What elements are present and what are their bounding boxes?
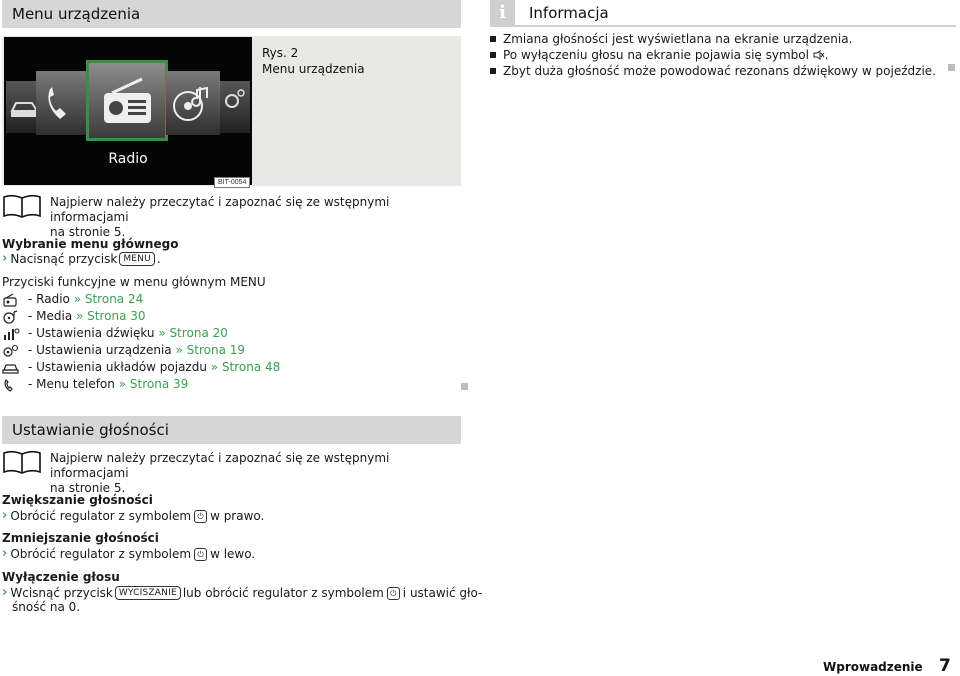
screen-label: Radio <box>108 151 148 167</box>
increase-volume-step: › Obrócić regulator z symbolem ⏻ w prawo. <box>2 508 265 523</box>
list-item: - Ustawienia urządzenia » Strona 19 <box>2 342 280 359</box>
list-item: - Menu telefon » Strona 39 <box>2 376 280 393</box>
volume-knob-icon: ⏻ <box>387 587 400 600</box>
page-link[interactable]: » Strona 48 <box>210 360 281 374</box>
read-first-note: Najpierw należy przeczytać i zapoznać się ze wstępnymi informacjami na stronie 5. <box>2 193 462 240</box>
page-link[interactable]: » Strona 19 <box>175 343 246 357</box>
mute-step-continued: śność na 0. <box>12 600 81 614</box>
section-title-volume: Ustawianie głośności <box>2 416 461 444</box>
list-item: - Radio » Strona 24 <box>2 291 280 308</box>
chevron-right-icon: › <box>2 585 8 600</box>
page-link[interactable]: » Strona 30 <box>76 309 146 323</box>
section-end-marker <box>461 383 468 390</box>
function-buttons-list <box>2 291 280 393</box>
phone-tile[interactable] <box>36 71 88 135</box>
media-tile[interactable] <box>166 71 220 135</box>
volume-knob-icon: ⏻ <box>194 548 207 561</box>
section-title-device-menu: Menu urządzenia <box>2 0 461 28</box>
menu-key: MENU <box>119 252 155 266</box>
chevron-right-icon: › <box>2 251 8 266</box>
radio-icon <box>2 293 20 307</box>
mute-heading: Wyłączenie głosu <box>2 570 120 584</box>
info-box <box>490 0 956 79</box>
page-link[interactable]: » Strona 24 <box>73 292 144 306</box>
info-header <box>490 0 956 27</box>
car-icon <box>2 361 20 375</box>
sound-settings-icon <box>2 327 20 341</box>
phone-icon <box>2 378 20 392</box>
page-link[interactable]: » Strona 20 <box>158 326 228 340</box>
settings-tile[interactable] <box>218 81 250 133</box>
book-icon <box>2 193 42 219</box>
chevron-right-icon: › <box>2 546 8 561</box>
main-menu-step: › Nacisnąć przycisk MENU . <box>2 251 161 266</box>
list-item: - Ustawienia dźwięku » Strona 20 <box>2 325 280 342</box>
list-item: Zmiana głośności jest wyświetlana na ekranie urządzenia. <box>490 31 956 47</box>
radio-tile-selected[interactable] <box>86 60 168 141</box>
book-icon <box>2 449 42 475</box>
chevron-right-icon: › <box>2 508 8 523</box>
page-link[interactable]: » Strona 39 <box>118 377 189 391</box>
increase-volume-heading: Zwiększanie głośności <box>2 493 153 507</box>
figure-caption: Rys. 2 Menu urządzenia <box>262 46 365 76</box>
mute-step: › Wcisnąć przycisk WYCISZANIE lub obrócić regulator z symbolem ⏻ i ustawić gło- <box>2 585 483 600</box>
list-item: - Media » Strona 30 <box>2 308 280 325</box>
page-number: 7 <box>939 656 951 676</box>
section-end-marker <box>948 64 955 71</box>
figure-code: BIT-0054 <box>214 177 250 188</box>
list-item: - Ustawienia układów pojazdu » Strona 48 <box>2 359 280 376</box>
read-first-note-volume: Najpierw należy przeczytać i zapoznać się ze wstępnymi informacjami na stronie 5. <box>2 449 462 496</box>
info-title: Informacja <box>529 3 609 22</box>
decrease-volume-step: › Obrócić regulator z symbolem ⏻ w lewo. <box>2 546 256 561</box>
mute-speaker-icon <box>813 50 825 60</box>
volume-knob-icon: ⏻ <box>194 510 207 523</box>
media-icon <box>2 310 20 324</box>
decrease-volume-heading: Zmniejszanie głośności <box>2 531 159 545</box>
mute-key: WYCISZANIE <box>115 586 181 600</box>
main-menu-heading: Wybranie menu głównego <box>2 237 179 251</box>
info-bullets <box>490 31 956 79</box>
device-settings-icon <box>2 344 20 358</box>
list-item: Po wyłączeniu głosu na ekranie pojawia się symbol . <box>490 47 956 63</box>
car-tile[interactable] <box>6 81 40 133</box>
function-buttons-heading: Przyciski funkcyjne w menu głównym MENU <box>2 275 266 289</box>
device-screen <box>4 37 252 185</box>
footer-section-name: Wprowadzenie <box>823 660 923 674</box>
list-item: Zbyt duża głośność może powodować rezonans dźwiękowy w pojeździe. <box>490 63 956 79</box>
info-icon: i <box>490 0 515 25</box>
